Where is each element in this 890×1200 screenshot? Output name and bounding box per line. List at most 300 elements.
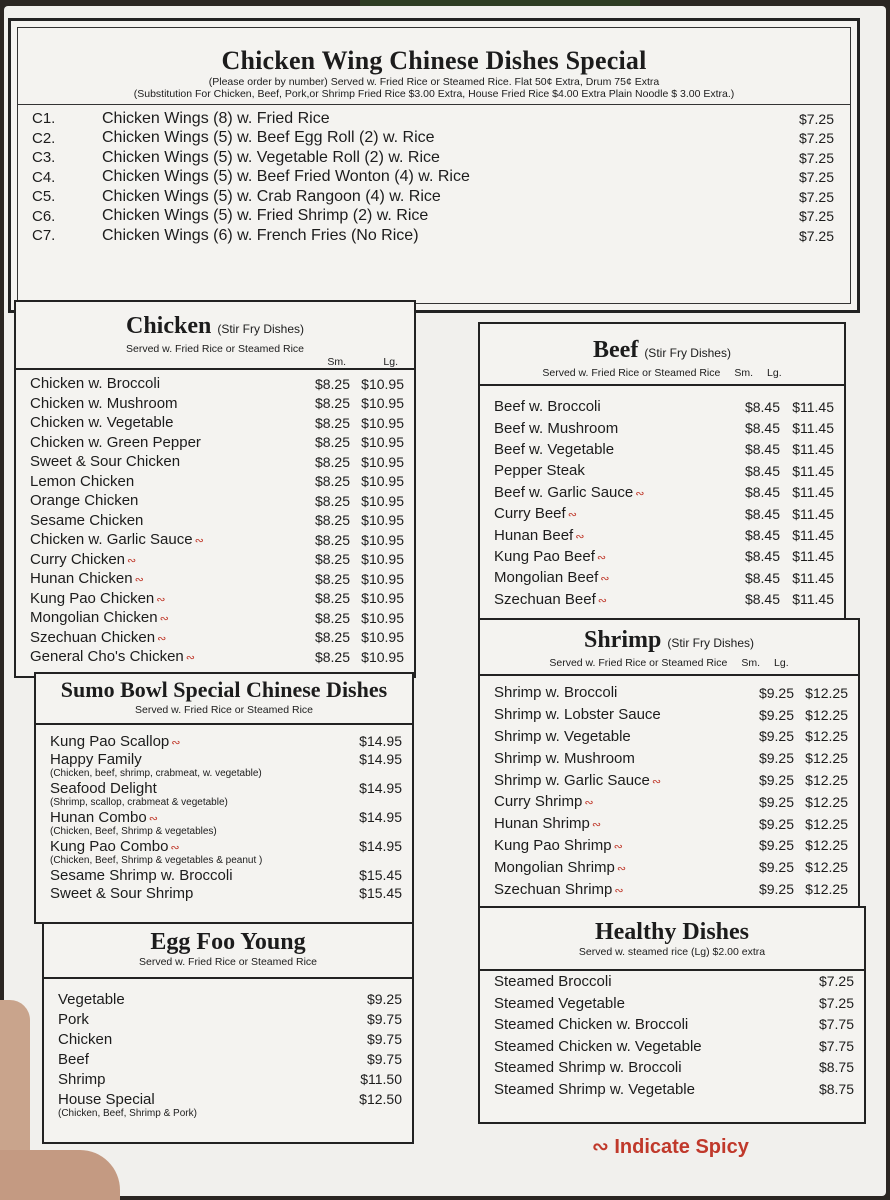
wing-item-list xyxy=(18,105,850,246)
beef-item-name xyxy=(494,441,726,458)
sumo-bowl-title: Sumo Bowl Special Chinese Dishes xyxy=(60,677,388,702)
chicken-item-name xyxy=(30,512,296,529)
shrimp-item-price-lg: $12.25 xyxy=(805,859,848,876)
chicken-item-price-lg: $10.95 xyxy=(361,492,404,509)
sumo-item-name-text: Hunan Combo xyxy=(50,809,147,826)
shrimp-col-sm: Sm. xyxy=(741,657,761,669)
wing-item-row xyxy=(32,207,834,227)
chicken-item-name-text: General Cho's Chicken xyxy=(30,648,184,666)
beef-item-price-lg: $11.45 xyxy=(792,527,834,544)
spicy-legend xyxy=(592,1134,749,1159)
chicken-item-name-text: Orange Chicken xyxy=(30,492,139,510)
chicken-item-row xyxy=(30,413,404,433)
chicken-item-name xyxy=(30,395,296,412)
wing-item-code: C3. xyxy=(32,149,56,167)
chicken-item-price-sm: $8.25 xyxy=(314,473,350,490)
chicken-item-row xyxy=(30,452,404,472)
shrimp-item-name xyxy=(494,859,740,876)
sumo-item-name-text: Happy Family xyxy=(50,751,142,768)
beef-item-row xyxy=(494,460,834,481)
spicy-legend-text: Indicate Spicy xyxy=(614,1136,749,1158)
egg-item-price: $12.50 xyxy=(359,1091,402,1107)
chicken-item-row xyxy=(30,569,404,589)
wing-item-name: Chicken Wings (5) w. Beef Egg Roll (2) w. Rice xyxy=(102,129,435,147)
chicken-item-price-sm: $8.25 xyxy=(314,375,350,392)
wing-special-title: Chicken Wing Chinese Dishes Special xyxy=(221,46,647,75)
chicken-item-price-sm: $8.25 xyxy=(314,453,350,470)
shrimp-item-price-lg: $12.25 xyxy=(805,881,848,898)
shrimp-item-name-text: Shrimp w. Vegetable xyxy=(494,727,631,745)
beef-item-price-lg: $11.45 xyxy=(792,398,834,415)
egg-item-price: $9.75 xyxy=(366,1011,402,1027)
chicken-item-price-sm: $8.25 xyxy=(314,512,350,529)
chicken-item-name-text: Mongolian Chicken xyxy=(30,609,158,627)
beef-item-price-sm: $8.45 xyxy=(744,462,780,479)
chili-pepper-icon: ∾ xyxy=(600,573,610,586)
chicken-item-name-text: Szechuan Chicken xyxy=(30,628,156,646)
chili-pepper-icon: ∾ xyxy=(596,551,607,564)
healthy-item-price: $7.25 xyxy=(818,973,854,989)
egg-item-name-text: House Special xyxy=(58,1091,155,1108)
sumo-item-name xyxy=(50,733,348,750)
egg-item-price: $9.75 xyxy=(366,1031,402,1047)
shrimp-subheader xyxy=(480,657,858,670)
sumo-item-name-text: Kung Pao Combo xyxy=(50,838,169,855)
egg-item-name xyxy=(58,991,348,1008)
egg-item-name xyxy=(58,1031,348,1048)
chili-pepper-icon: ∾ xyxy=(194,535,204,548)
beef-item-name-text: Pepper Steak xyxy=(494,462,585,480)
healthy-item-price: $7.25 xyxy=(818,994,854,1011)
chicken-item-price-lg: $10.95 xyxy=(361,473,404,490)
sumo-item-description: (Chicken, Beef, Shrimp & vegetables & peanut ) xyxy=(50,855,263,866)
healthy-item-name-text: Steamed Chicken w. Vegetable xyxy=(494,1037,702,1055)
egg-item-name-text: Chicken xyxy=(58,1031,113,1048)
chicken-section xyxy=(14,300,416,678)
sumo-item-name-text: Kung Pao Scallop xyxy=(50,733,170,750)
chicken-served-with: Served w. Fried Rice or Steamed Rice xyxy=(126,343,304,355)
chicken-item-name xyxy=(30,531,296,548)
sumo-item-price: $14.95 xyxy=(359,733,402,749)
egg-item-price: $11.50 xyxy=(360,1071,402,1087)
shrimp-item-name-text: Shrimp w. Garlic Sauce xyxy=(494,771,650,789)
egg-item-name xyxy=(58,1011,348,1028)
shrimp-item-price-sm: $9.25 xyxy=(758,772,794,789)
chili-pepper-icon: ∾ xyxy=(575,530,585,543)
shrimp-section-title xyxy=(480,626,858,657)
shrimp-item-row xyxy=(494,704,848,726)
wing-item-code: C6. xyxy=(32,207,56,225)
healthy-item-name xyxy=(494,1016,800,1033)
chicken-item-row xyxy=(30,550,404,570)
sumo-bowl-section xyxy=(34,672,414,924)
sumo-item-name xyxy=(50,780,348,809)
wing-item-name: Chicken Wings (5) w. Crab Rangoon (4) w. Rice xyxy=(102,187,441,205)
shrimp-item-row xyxy=(494,835,848,857)
shrimp-item-name xyxy=(494,684,740,701)
shrimp-item-price-sm: $9.25 xyxy=(758,728,794,745)
wing-special-inner-frame xyxy=(17,27,851,304)
shrimp-item-price-lg: $12.25 xyxy=(805,728,848,745)
chili-pepper-icon: ∾ xyxy=(159,613,169,626)
sumo-item-row xyxy=(50,838,402,867)
wing-item-price: $7.25 xyxy=(798,227,834,244)
chicken-item-name-text: Chicken w. Green Pepper xyxy=(30,433,201,451)
chicken-item-name xyxy=(30,375,296,392)
healthy-item-name xyxy=(494,973,800,990)
chicken-item-row xyxy=(30,608,404,628)
shrimp-item-price-sm: $9.25 xyxy=(758,750,794,767)
healthy-item-row xyxy=(494,973,854,995)
egg-item-name xyxy=(58,1071,348,1088)
healthy-item-name-text: Steamed Broccoli xyxy=(494,973,612,990)
chili-pepper-icon: ∾ xyxy=(597,594,607,607)
chicken-item-row xyxy=(30,647,404,667)
shrimp-title-text: Shrimp xyxy=(583,627,662,653)
shrimp-item-row xyxy=(494,813,848,835)
chicken-item-name xyxy=(30,629,296,646)
chicken-item-price-sm: $8.25 xyxy=(314,434,350,451)
wing-item-price: $7.25 xyxy=(798,130,834,147)
egg-item-name-text: Pork xyxy=(58,1011,89,1028)
sumo-item-name-text: Sesame Shrimp w. Broccoli xyxy=(50,867,233,884)
chili-pepper-icon: ∾ xyxy=(591,819,602,832)
beef-item-name-text: Kung Pao Beef xyxy=(494,547,595,565)
wing-item-code: C5. xyxy=(32,188,56,206)
chili-pepper-icon: ∾ xyxy=(134,574,144,587)
wing-item-code: C1. xyxy=(32,110,56,128)
wing-item-price: $7.25 xyxy=(798,110,834,127)
beef-item-price-lg: $11.45 xyxy=(792,569,834,586)
shrimp-item-list xyxy=(480,676,858,900)
chili-pepper-icon: ∾ xyxy=(171,737,181,749)
sumo-item-price: $14.95 xyxy=(359,809,402,825)
beef-item-price-sm: $8.45 xyxy=(744,398,780,415)
wing-item-name: Chicken Wings (6) w. French Fries (No Rice) xyxy=(102,226,419,244)
shrimp-item-name-text: Curry Shrimp xyxy=(494,793,583,811)
sumo-item-price: $14.95 xyxy=(359,751,402,767)
sumo-item-row xyxy=(50,809,402,838)
wing-item-code: C2. xyxy=(32,129,56,147)
beef-item-name xyxy=(494,484,726,501)
healthy-item-name-text: Steamed Shrimp w. Vegetable xyxy=(494,1080,695,1098)
sumo-item-row xyxy=(50,751,402,780)
egg-item-row xyxy=(58,991,402,1011)
egg-item-row xyxy=(58,1091,402,1120)
chicken-item-list xyxy=(16,370,414,667)
chicken-item-row xyxy=(30,472,404,492)
sumo-item-description: (Shrimp, scallop, crabmeat & vegetable) xyxy=(50,797,228,808)
chicken-title-tag: (Stir Fry Dishes) xyxy=(217,322,305,336)
shrimp-item-price-sm: $9.25 xyxy=(758,815,794,832)
shrimp-item-price-sm: $9.25 xyxy=(758,706,794,723)
wing-item-row xyxy=(32,109,834,129)
chicken-col-lg: Lg. xyxy=(383,356,398,368)
beef-title-tag: (Stir Fry Dishes) xyxy=(644,346,731,360)
egg-foo-young-served-with: Served w. Fried Rice or Steamed Rice xyxy=(139,956,317,968)
healthy-item-price: $8.75 xyxy=(818,1059,854,1075)
shrimp-item-price-lg: $12.25 xyxy=(805,772,848,789)
chili-pepper-icon: ∾ xyxy=(614,884,624,897)
sumo-item-name xyxy=(50,885,348,902)
egg-item-row xyxy=(58,1071,402,1091)
sumo-item-row xyxy=(50,885,402,903)
chicken-item-name xyxy=(30,609,296,626)
beef-item-name xyxy=(494,569,726,586)
wing-special-note-order: (Please order by number) Served w. Fried Rice or Steamed Rice. Flat 50¢ Extra, Drum 75¢ Extra xyxy=(208,76,660,88)
chicken-section-title xyxy=(16,312,414,343)
chicken-item-price-sm: $8.25 xyxy=(314,492,350,509)
sumo-item-row xyxy=(50,867,402,885)
sumo-item-price: $15.45 xyxy=(359,885,402,901)
beef-item-name xyxy=(494,462,726,479)
chicken-item-price-lg: $10.95 xyxy=(361,648,404,665)
chicken-item-price-sm: $8.25 xyxy=(314,414,350,431)
chili-pepper-icon: ∾ xyxy=(170,842,180,854)
beef-item-price-sm: $8.45 xyxy=(744,441,780,458)
healthy-item-name-text: Steamed Vegetable xyxy=(494,994,625,1012)
wing-item-row xyxy=(32,129,834,149)
chicken-item-name-text: Chicken w. Mushroom xyxy=(30,394,178,412)
egg-item-name xyxy=(58,1091,348,1120)
egg-item-name-text: Vegetable xyxy=(58,991,125,1008)
chicken-col-sm: Sm. xyxy=(327,356,346,368)
chicken-item-row xyxy=(30,628,404,648)
chicken-item-name-text: Chicken w. Vegetable xyxy=(30,414,174,432)
chili-pepper-icon: ∾ xyxy=(635,487,645,500)
wing-item-row xyxy=(32,187,834,207)
sumo-item-name xyxy=(50,838,348,867)
beef-item-price-sm: $8.45 xyxy=(744,569,780,586)
wing-item-price: $7.25 xyxy=(798,188,834,205)
chicken-item-name xyxy=(30,414,296,431)
sumo-item-name-text: Sweet & Sour Shrimp xyxy=(50,885,194,902)
wing-item-name: Chicken Wings (5) w. Beef Fried Wonton (4) w. Rice xyxy=(102,168,470,186)
beef-item-name-text: Beef w. Vegetable xyxy=(494,440,615,458)
shrimp-item-row xyxy=(494,769,848,791)
chili-pepper-icon: ∾ xyxy=(148,813,158,825)
shrimp-item-row xyxy=(494,726,848,748)
sumo-bowl-item-list xyxy=(36,725,412,903)
shrimp-served-with: Served w. Fried Rice or Steamed Rice xyxy=(549,657,728,669)
shrimp-item-row xyxy=(494,878,848,900)
chicken-item-price-lg: $10.95 xyxy=(361,570,404,587)
sumo-bowl-served-with: Served w. Fried Rice or Steamed Rice xyxy=(135,704,313,716)
shrimp-item-price-lg: $12.25 xyxy=(805,706,848,723)
beef-item-name xyxy=(494,420,726,437)
beef-item-name-text: Beef w. Mushroom xyxy=(494,419,619,437)
wing-item-name: Chicken Wings (8) w. Fried Rice xyxy=(102,109,330,127)
egg-item-description: (Chicken, Beef, Shrimp & Pork) xyxy=(58,1108,197,1119)
wing-item-price: $7.25 xyxy=(798,169,834,186)
beef-item-price-sm: $8.45 xyxy=(744,505,780,522)
healthy-item-name xyxy=(494,1038,800,1055)
beef-item-list xyxy=(480,386,844,610)
beef-subheader xyxy=(480,367,844,380)
healthy-item-row xyxy=(494,995,854,1017)
wing-item-code: C4. xyxy=(32,168,56,186)
shrimp-item-name xyxy=(494,728,740,745)
beef-served-with: Served w. Fried Rice or Steamed Rice xyxy=(542,367,721,379)
egg-item-name-text: Shrimp xyxy=(58,1071,106,1088)
shrimp-item-name-text: Shrimp w. Mushroom xyxy=(494,749,635,767)
chicken-item-price-lg: $10.95 xyxy=(361,512,404,529)
healthy-item-name xyxy=(494,995,800,1012)
healthy-item-name xyxy=(494,1059,800,1076)
beef-col-lg: Lg. xyxy=(767,367,782,379)
chicken-item-name xyxy=(30,434,296,451)
shrimp-item-name-text: Szechuan Shrimp xyxy=(494,880,613,898)
chili-pepper-icon: ∾ xyxy=(157,632,167,645)
healthy-item-price: $7.75 xyxy=(818,1037,854,1054)
chicken-item-price-lg: $10.95 xyxy=(361,453,404,470)
chili-pepper-icon: ∾ xyxy=(584,797,594,810)
beef-item-row xyxy=(494,524,834,545)
egg-item-price: $9.25 xyxy=(366,991,402,1007)
shrimp-item-name-text: Shrimp w. Lobster Sauce xyxy=(494,706,661,724)
shrimp-item-name xyxy=(494,706,740,723)
healthy-item-name xyxy=(494,1081,800,1098)
shrimp-item-price-lg: $12.25 xyxy=(805,750,848,767)
chicken-item-price-lg: $10.95 xyxy=(361,551,404,568)
healthy-served-with: Served w. steamed rice (Lg) $2.00 extra xyxy=(578,946,766,958)
chicken-item-name xyxy=(30,590,296,607)
egg-foo-young-item-list xyxy=(44,979,412,1120)
healthy-title: Healthy Dishes xyxy=(594,919,749,945)
chicken-item-price-sm: $8.25 xyxy=(314,648,350,665)
beef-item-name-text: Curry Beef xyxy=(494,505,566,523)
chicken-item-price-lg: $10.95 xyxy=(361,531,404,548)
chicken-item-price-lg: $10.95 xyxy=(361,629,404,646)
chicken-item-name-text: Chicken w. Garlic Sauce xyxy=(30,531,193,549)
chicken-item-row xyxy=(30,530,404,550)
chicken-item-price-sm: $8.25 xyxy=(314,590,350,607)
shrimp-item-name xyxy=(494,815,740,832)
chicken-item-price-lg: $10.95 xyxy=(361,414,404,431)
shrimp-col-lg: Lg. xyxy=(774,657,789,669)
wing-special-note-substitution: (Substitution For Chicken, Beef, Pork,or Shrimp Fried Rice $3.00 Extra, House Fried Rice $4.00 Extra Plain Noodle $ 3.00 Extra.) xyxy=(133,88,735,100)
chicken-item-name xyxy=(30,473,296,490)
beef-item-price-sm: $8.45 xyxy=(744,527,780,544)
shrimp-item-name xyxy=(494,793,740,810)
shrimp-item-name xyxy=(494,881,740,898)
shrimp-section xyxy=(478,618,860,910)
chicken-item-price-sm: $8.25 xyxy=(314,395,350,412)
chili-pepper-icon: ∾ xyxy=(567,509,577,522)
wing-item-name: Chicken Wings (5) w. Fried Shrimp (2) w. Rice xyxy=(102,207,429,225)
chicken-item-price-sm: $8.25 xyxy=(314,531,350,548)
chili-pepper-icon: ∾ xyxy=(185,652,195,665)
chicken-item-name xyxy=(30,648,296,665)
shrimp-item-price-lg: $12.25 xyxy=(805,815,848,832)
beef-item-row xyxy=(494,589,834,610)
egg-item-name xyxy=(58,1051,348,1068)
wing-item-code: C7. xyxy=(32,227,56,245)
shrimp-item-row xyxy=(494,682,848,704)
chicken-item-row xyxy=(30,511,404,531)
healthy-item-price: $7.75 xyxy=(818,1016,854,1032)
healthy-item-list xyxy=(480,971,864,1102)
shrimp-item-name xyxy=(494,837,740,854)
shrimp-item-name xyxy=(494,772,740,789)
beef-item-price-sm: $8.45 xyxy=(744,548,780,565)
chicken-item-price-lg: $10.95 xyxy=(361,590,404,607)
chicken-item-name-text: Curry Chicken xyxy=(30,550,126,568)
egg-item-row xyxy=(58,1011,402,1031)
sumo-item-price: $15.45 xyxy=(359,867,402,883)
chicken-item-price-sm: $8.25 xyxy=(314,629,350,646)
chicken-item-row xyxy=(30,374,404,394)
chicken-item-price-sm: $8.25 xyxy=(314,570,350,587)
wing-item-row xyxy=(32,226,834,246)
beef-item-price-lg: $11.45 xyxy=(792,548,834,565)
chicken-item-name-text: Kung Pao Chicken xyxy=(30,589,155,607)
chili-pepper-icon: ∾ xyxy=(127,554,137,567)
sumo-item-row xyxy=(50,733,402,751)
beef-title-text: Beef xyxy=(593,337,639,363)
beef-item-row xyxy=(494,503,834,524)
healthy-item-price: $8.75 xyxy=(818,1080,854,1097)
beef-item-row xyxy=(494,417,834,438)
beef-item-name-text: Mongolian Beef xyxy=(494,569,599,587)
shrimp-item-name-text: Mongolian Shrimp xyxy=(494,858,615,876)
healthy-item-name-text: Steamed Chicken w. Broccoli xyxy=(494,1016,689,1033)
healthy-item-row xyxy=(494,1059,854,1081)
chili-pepper-icon: ∾ xyxy=(616,862,627,875)
beef-item-row xyxy=(494,396,834,417)
beef-item-price-lg: $11.45 xyxy=(792,591,834,608)
chicken-size-header xyxy=(16,356,414,368)
sumo-item-price: $14.95 xyxy=(359,780,402,796)
sumo-item-name xyxy=(50,867,348,884)
wing-item-row xyxy=(32,148,834,168)
beef-item-name-text: Szechuan Beef xyxy=(494,590,596,608)
beef-item-row xyxy=(494,482,834,503)
beef-item-price-lg: $11.45 xyxy=(792,484,834,501)
chicken-item-name-text: Sesame Chicken xyxy=(30,511,144,529)
shrimp-item-price-lg: $12.25 xyxy=(805,684,848,701)
sumo-item-row xyxy=(50,780,402,809)
chicken-item-price-lg: $10.95 xyxy=(361,395,404,412)
wing-item-price: $7.25 xyxy=(798,208,834,225)
beef-item-name-text: Beef w. Garlic Sauce xyxy=(494,483,634,501)
shrimp-title-tag: (Stir Fry Dishes) xyxy=(667,636,755,650)
shrimp-item-price-sm: $9.25 xyxy=(758,793,794,810)
egg-foo-young-title: Egg Foo Young xyxy=(150,929,306,955)
sumo-item-description: (Chicken, Beef, Shrimp & vegetables) xyxy=(50,826,217,837)
wing-special-section xyxy=(8,18,860,313)
chicken-item-name xyxy=(30,492,296,509)
chili-pepper-icon: ∾ xyxy=(156,593,166,606)
beef-item-price-sm: $8.45 xyxy=(744,591,780,608)
beef-item-row xyxy=(494,546,834,567)
egg-foo-young-section xyxy=(42,922,414,1144)
beef-section xyxy=(478,322,846,622)
shrimp-item-row xyxy=(494,791,848,813)
beef-item-name xyxy=(494,548,726,565)
beef-section-title xyxy=(480,336,844,367)
chicken-item-price-sm: $8.25 xyxy=(314,551,350,568)
shrimp-item-name xyxy=(494,750,740,767)
shrimp-item-price-sm: $9.25 xyxy=(758,837,794,854)
beef-item-price-lg: $11.45 xyxy=(792,462,834,479)
chili-pepper-icon: ∾ xyxy=(613,840,623,853)
shrimp-item-row xyxy=(494,856,848,878)
beef-item-price-sm: $8.45 xyxy=(744,484,780,501)
wing-item-row xyxy=(32,168,834,188)
chicken-title-text: Chicken xyxy=(125,313,212,339)
healthy-item-row xyxy=(494,1081,854,1103)
